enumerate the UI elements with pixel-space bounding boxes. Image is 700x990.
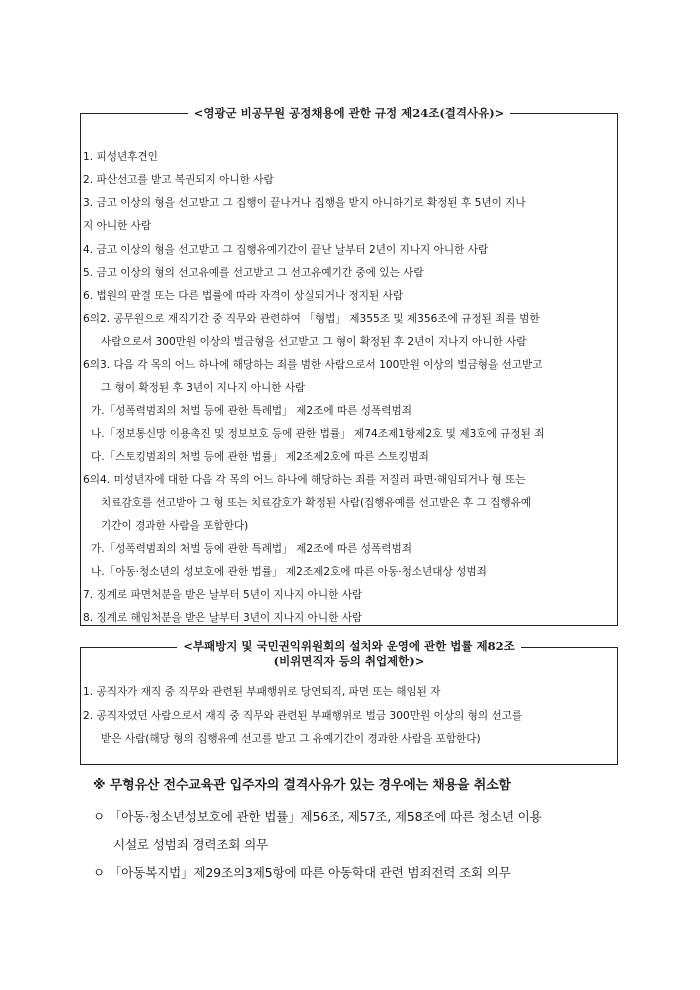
list-item: 6의2. 공무원으로 재직기간 중 직무와 관련하여 「형법」 제355조 및 제356조에 규정된 죄를 범한 <box>83 313 540 325</box>
list-item: 3. 금고 이상의 형을 선고받고 그 집행이 끝나거나 집행을 받지 아니하기로 확정된 후 5년이 지나 <box>83 197 526 209</box>
list-item: 7. 징계로 파면처분을 받은 날부터 5년이 지나지 아니한 사람 <box>83 589 363 601</box>
disqualification-box <box>80 106 618 626</box>
list-item: 그 형이 확정된 후 3년이 지나지 아니한 사람 <box>101 382 306 394</box>
list-item: 2. 공직자였던 사람으로서 재직 중 직무와 관련된 부패행위로 벌금 300만원 이상의 형의 선고를 <box>83 710 523 722</box>
list-item: 1. 공직자가 재직 중 직무와 관련된 부패행위로 당연퇴직, 파면 또는 해임된 자 <box>83 686 441 698</box>
employment-restriction-box <box>80 639 618 765</box>
list-item: 5. 금고 이상의 형의 선고유예를 선고받고 그 선고유예기간 중에 있는 사람 <box>83 267 424 279</box>
bullet-item: ㅇ 「아동복지법」제29조의3제5항에 따른 아동학대 관련 범죄전력 조회 의무 <box>93 865 511 880</box>
list-item: 사람으로서 300만원 이상의 벌금형을 선고받고 그 형이 확정된 후 2년이 지나지 아니한 사람 <box>101 336 527 348</box>
list-item: 나.「아동·청소년의 성보호에 관한 법률」 제2조제2호에 따른 아동·청소년대상 성범죄 <box>91 566 487 578</box>
list-item: 4. 금고 이상의 형을 선고받고 그 집행유예기간이 끝난 날부터 2년이 지나지 아니한 사람 <box>83 244 489 256</box>
list-item: 6의4. 미성년자에 대한 다음 각 목의 어느 하나에 해당하는 죄를 저질러 파면·해임되거나 형 또는 <box>83 474 526 486</box>
list-item: 8. 징계로 해임처분을 받은 날부터 3년이 지나지 아니한 사람 <box>83 612 363 624</box>
cancellation-note: ※ 무형유산 전수교육관 입주자의 결격사유가 있는 경우에는 채용을 취소함 <box>93 778 511 793</box>
list-item: 6의3. 다음 각 목의 어느 하나에 해당하는 죄를 범한 사람으로서 100만원 이상의 벌금형을 선고받고 <box>83 359 543 371</box>
bullet-item: ㅇ 「아동·청소년성보호에 관한 법률」제56조, 제57조, 제58조에 따른 청소년 이용 <box>93 809 542 824</box>
list-item: 받은 사람(해당 형의 집행유예 선고를 받고 그 유예기간이 경과한 사람을 포함한다) <box>101 733 481 745</box>
list-item: 6. 법원의 판결 또는 다른 법률에 따라 자격이 상실되거나 정지된 사람 <box>83 290 404 302</box>
section2-title: <부패방지 및 국민권익위원회의 설치와 운영에 관한 법률 제82조 (비위면직자 등의 취업제한)> <box>81 639 617 669</box>
list-item: 가.「성폭력범죄의 처벌 등에 관한 특례법」 제2조에 따른 성폭력범죄 <box>91 405 412 417</box>
list-item: 나.「정보통신망 이용촉진 및 정보보호 등에 관한 법률」 제74조제1항제2호 및 제3호에 규정된 죄 <box>91 428 545 440</box>
list-item: 다.「스토킹범죄의 처벌 등에 관한 법률」 제2조제2호에 따른 스토킹범죄 <box>91 451 429 463</box>
list-item: 지 아니한 사람 <box>83 220 152 232</box>
list-item: 가.「성폭력범죄의 처벌 등에 관한 특례법」 제2조에 따른 성폭력범죄 <box>91 543 412 555</box>
list-item: 1. 피성년후견인 <box>83 151 158 163</box>
list-item: 기간이 경과한 사람을 포함한다) <box>101 520 249 532</box>
section1-title: <영광군 비공무원 공정채용에 관한 규정 제24조(결격사유)> <box>81 105 617 121</box>
bullet-item: 시설로 성범죄 경력조회 의무 <box>113 837 268 852</box>
list-item: 2. 파산선고를 받고 복권되지 아니한 사람 <box>83 174 274 186</box>
list-item: 치료감호를 선고받아 그 형 또는 치료감호가 확정된 사람(집행유예를 선고받은 후 그 집행유예 <box>101 497 532 509</box>
